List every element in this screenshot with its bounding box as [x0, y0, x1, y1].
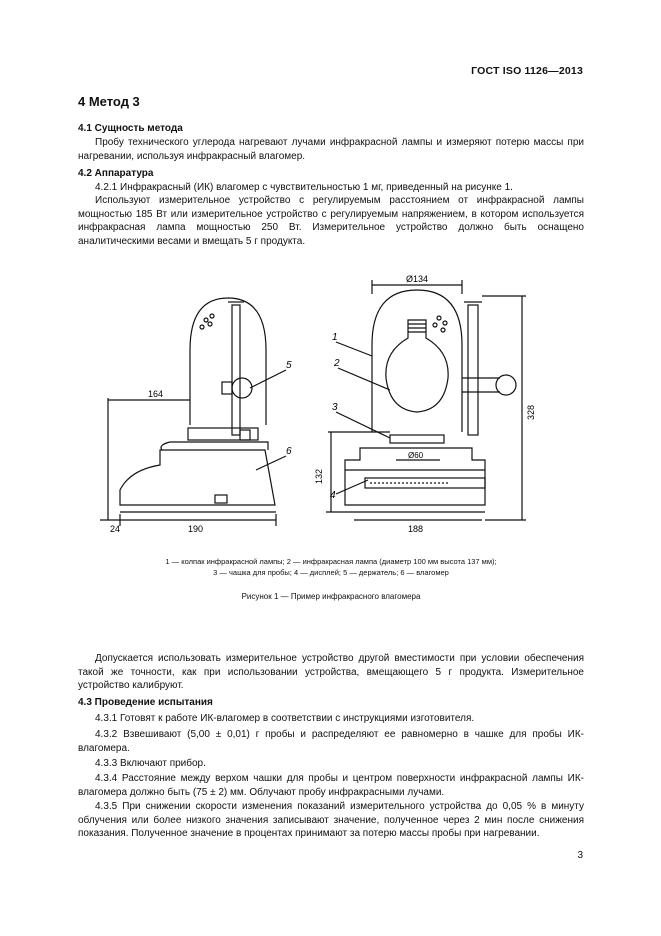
sample-cup — [390, 435, 444, 443]
left-base — [120, 450, 275, 505]
dim-24: 24 — [110, 524, 121, 534]
callout-5: 5 — [286, 360, 292, 371]
paragraph-4-3-5: 4.3.5 При снижении скорости изменения показаний измерительного устройства до 0,05 % в минуту облучения или более низкого значения записывают значение, полученное через 2 мин после снижения показания. Полученное значение в процентах принимают за потерю массы пробы при нагревании. — [78, 801, 584, 839]
callout-6: 6 — [286, 446, 292, 457]
paragraph-4-2-1: 4.2.1 Инфракрасный (ИК) влагомер с чувствительностью 1 мг, приведенный на рисунке 1. — [95, 182, 513, 193]
callout-4: 4 — [330, 490, 336, 501]
paragraph-4-3-3: 4.3.3 Включают прибор. — [95, 758, 206, 769]
doc-code-header: ГОСТ ISO 1126—2013 — [471, 65, 583, 77]
callout-1: 1 — [332, 332, 338, 343]
figure-caption-line-1: 1 — колпак инфракрасной лампы; 2 — инфракрасная лампа (диаметр 100 мм высота 137 мм); — [165, 557, 497, 566]
left-holder-column — [232, 305, 240, 435]
dim-188: 188 — [408, 524, 424, 534]
paragraph-4-1: Пробу технического углерода нагревают лучами инфракрасной лампы и измеряют потерю массы при нагревании, используя инфракрасный влагомер. — [78, 137, 584, 162]
dim-190: 190 — [188, 524, 204, 534]
left-holder-knob — [232, 378, 252, 398]
moisture-meter-figure — [90, 270, 570, 570]
right-holder-column — [468, 305, 478, 435]
dim-132: 132 — [314, 468, 324, 484]
left-lamp-hood — [190, 298, 266, 425]
section-title: 4 Метод 3 — [78, 94, 140, 109]
paragraph-4-3-2: 4.3.2 Взвешивают (5,00 ± 0,01) г пробы и распределяют ее равномерно в чашке для пробы ИК-влагомера. — [78, 729, 584, 754]
subsection-4-2-heading: 4.2 Аппаратура — [78, 168, 154, 179]
right-lamp-hood — [372, 290, 462, 432]
paragraph-4-3-1: 4.3.1 Готовят к работе ИК-влагомер в соответствии с инструкциями изготовителя. — [95, 713, 475, 724]
dim-d60: Ø60 — [408, 451, 424, 460]
figure-caption-line-2: 3 — чашка для пробы; 4 — дисплей; 5 — держатель; 6 — влагомер — [213, 568, 449, 577]
callout-3: 3 — [332, 402, 338, 413]
dim-328: 328 — [526, 404, 536, 420]
dim-164: 164 — [148, 389, 164, 399]
paragraph-4-2-2: Используют измерительное устройство с регулируемым расстоянием от инфракрасной лампы мощностью 185 Вт или измерительное устройство с регулируемым напряжением, в котором используется инфракрасная лампа мощностью 250 Вт. Измерительное устройство должно быть оснащено аналитическими весами и вмещать 5 г продукта. — [78, 195, 584, 247]
subsection-4-3-heading: 4.3 Проведение испытания — [78, 697, 213, 708]
dim-d134: Ø134 — [406, 274, 429, 284]
right-lamp-bulb — [386, 320, 448, 412]
callout-2: 2 — [334, 358, 340, 369]
page-number: 3 — [577, 850, 583, 861]
paragraph-4-3-4: 4.3.4 Расстояние между верхом чашки для пробы и центром поверхности инфракрасной лампы ИК-влагомера должно быть (75 ± 2) мм. Облучают пробу инфракрасными лучами. — [78, 773, 584, 798]
paragraph-after-figure: Допускается использовать измерительное устройство другой вместимости при условии обеспечения такой же точности, как при использовании устройства, вмещающего 5 г продукта. Измерительное устройство калибруют. — [78, 653, 584, 691]
figure-title: Рисунок 1 — Пример инфракрасного влагомера — [241, 592, 421, 601]
right-holder-knob — [496, 375, 516, 395]
subsection-4-1-heading: 4.1 Сущность метода — [78, 123, 183, 134]
